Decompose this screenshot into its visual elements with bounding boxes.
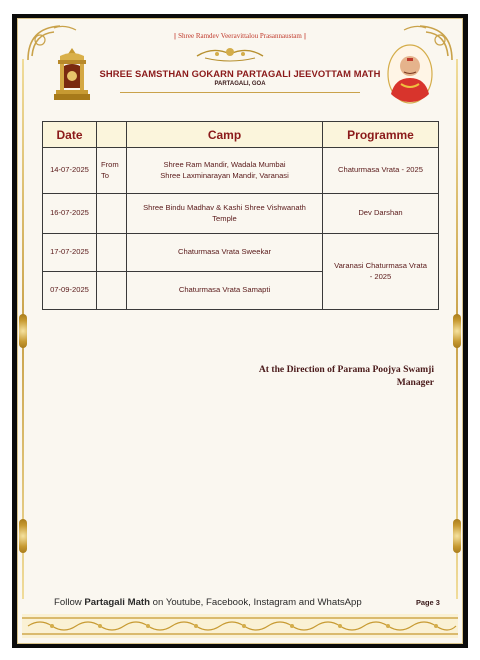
programme-line: Varanasi Chaturmasa Vrata <box>334 260 427 270</box>
row-programme: Chaturmasa Vrata - 2025 <box>323 148 439 194</box>
page-subtitle: PARTAGALI, GOA <box>214 81 266 87</box>
camp-line: Shree Ram Mandir, Wadala Mumbai <box>163 159 286 169</box>
page-title: SHREE SAMSTHAN GOKARN PARTAGALI JEEVOTTAM MATH <box>99 68 381 79</box>
emblem-icon <box>195 44 265 64</box>
table-row <box>43 194 439 234</box>
schedule-table <box>42 121 439 310</box>
tagline: || Shree Ramdev Veeravittalou Prasannaustam || <box>173 32 307 40</box>
row-date: 14-07-2025 <box>43 148 97 194</box>
row-date: 17-07-2025 <box>43 234 97 272</box>
row-date: 07-09-2025 <box>43 272 97 310</box>
signature-line-direction: At the Direction of Parama Poojya Swamji <box>258 364 434 375</box>
camp-line: Shree Bindu Madhav & Kashi Shree Vishwanath <box>143 202 306 212</box>
row-programme-merged <box>323 234 439 310</box>
row-direction <box>97 148 127 194</box>
footer-suffix: on Youtube, Facebook, Instagram and WhatsApp <box>152 597 362 608</box>
header-camp: Camp <box>127 122 323 148</box>
programme-line: - 2025 <box>369 271 392 281</box>
row-camp <box>127 194 323 234</box>
page <box>17 18 463 644</box>
ornament-border <box>22 614 458 638</box>
table-header-row <box>43 122 439 148</box>
row-date: 16-07-2025 <box>43 194 97 234</box>
footer-social <box>54 597 414 608</box>
footer-brand: Partagali Math <box>84 597 150 608</box>
footer-prefix: Follow <box>54 597 82 608</box>
title-divider <box>120 92 360 93</box>
row-camp: Chaturmasa Vrata Sweekar <box>127 234 323 272</box>
table-row <box>43 234 439 272</box>
row-direction <box>97 194 127 234</box>
side-ornament-left-lower <box>19 519 27 553</box>
table-row <box>43 148 439 194</box>
side-ornament-left <box>19 314 27 348</box>
row-camp <box>127 148 323 194</box>
header-direction <box>97 122 127 148</box>
camp-line: Temple <box>212 213 237 223</box>
row-programme: Dev Darshan <box>323 194 439 234</box>
row-camp: Chaturmasa Vrata Samapti <box>127 272 323 310</box>
side-ornament-right <box>453 314 461 348</box>
signature-line-manager: Manager <box>396 377 434 388</box>
side-ornament-right-lower <box>453 519 461 553</box>
row-direction <box>97 272 127 310</box>
to-label: To <box>101 170 110 180</box>
camp-line: Shree Laxminarayan Mandir, Varanasi <box>160 170 289 180</box>
row-direction <box>97 234 127 272</box>
from-label: From <box>101 159 119 169</box>
header-date: Date <box>43 122 97 148</box>
page-number: Page 3 <box>416 598 440 607</box>
header-programme: Programme <box>323 122 439 148</box>
